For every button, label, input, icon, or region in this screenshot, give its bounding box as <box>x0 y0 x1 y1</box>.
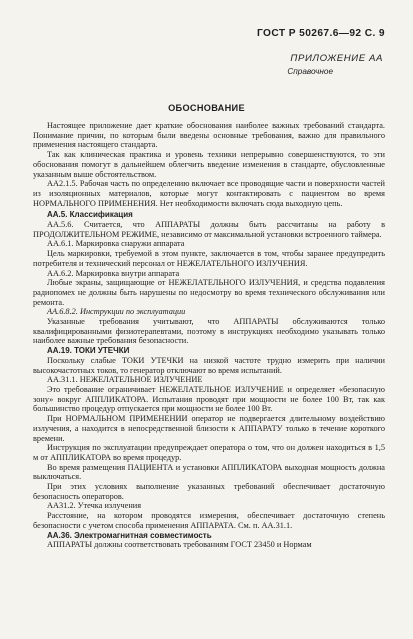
paragraph: Это требование ограничивает НЕЖЕЛАТЕЛЬНОЕ ИЗЛУЧЕНИЕ и определяет «безопасную зону» вокруг АППЛИКАТОРА. Испытания проводят при мощности не более 100 Вт, так как большинство процедур отпускается при мощности не более 100 Вт. <box>33 384 385 414</box>
subheading-marking-outside: АА.6.1. Маркировка снаружи аппарата <box>47 239 185 249</box>
paragraph: При НОРМАЛЬНОМ ПРИМЕНЕНИИ оператор не подвергается длительному воздействию излучения, а находится в непосредственной близости к АППАРАТУ только в течение короткого времени. <box>33 414 385 443</box>
paragraph: АА.5.6. Считается, что АППАРАТЫ должны быть рассчитаны на работу в ПРОДОЛЖИТЕЛЬНОМ РЕЖИМЕ, независимо от максимальной установки встроенного таймера. <box>33 220 385 239</box>
subheading-leakage-currents: АА.19. ТОКИ УТЕЧКИ <box>47 346 130 356</box>
subheading-unwanted-radiation: АА.31.1. НЕЖЕЛАТЕЛЬНОЕ ИЗЛУЧЕНИЕ <box>47 375 203 385</box>
paragraph: При этих условиях выполнение указанных требований обеспечивает достаточную безопасность операторов. <box>33 482 385 501</box>
paragraph: Так как клиническая практика и уровень техники непрерывно совершенствуются, то эти обоснования помогут в дальнейшем облегчить введение изменения в стандарте, обусловленные указанным выше обстоятельством. <box>33 150 385 179</box>
paragraph: Цель маркировки, требуемой в этом пункте, заключается в том, чтобы заранее предупредить потребителя и технический персонал от НЕЖЕЛАТЕЛЬНОГО ИЗЛУЧЕНИЯ. <box>33 249 385 268</box>
paragraph: Инструкция по эксплуатации предупреждает оператора о том, что он должен находиться в 1,5 м от АППЛИКАТОРА во время процедур. <box>33 443 385 462</box>
appendix-subtitle: Справочное <box>287 67 333 76</box>
paragraph: Во время размещения ПАЦИЕНТА и установки АППЛИКАТОРА выходная мощность должна выключаться. <box>33 462 385 482</box>
subheading-radiation-leakage: АА31.2. Утечка излучения <box>47 501 142 511</box>
paragraph: Любые экраны, защищающие от НЕЖЕЛАТЕЛЬНОГО ИЗЛУЧЕНИЯ, и средства подавления радиопомех не должны быть нарушены по недосмотру во время технического обслуживания или ремонта. <box>33 278 385 307</box>
page-header: ГОСТ Р 50267.6—92 С. 9 <box>256 28 385 39</box>
paragraph: АА2.1.5. Рабочая часть по определению включает все проводящие части и поверхности частей из изоляционных материалов, которые могут контактировать с пациентом во время НОРМАЛЬНОГО ПРИМЕНЕНИЯ. Нет необходимости включать сюда выходную цепь. <box>33 179 385 208</box>
subheading-emc: АА.36. Электромагнитная совместимость <box>47 530 212 540</box>
subheading-instructions: АА.6.8.2. Инструкции по эксплуатации <box>47 307 186 317</box>
paragraph: Настоящее приложение дает краткие обоснования наиболее важных требований стандарта. Понимание причин, по которым были введены основные требования, важно для правильного применения настоящего стандарта. <box>33 121 385 150</box>
appendix-title: ПРИЛОЖЕНИЕ АА <box>290 53 383 64</box>
subheading-marking-inside: АА.6.2. Маркировка внутри аппарата <box>47 268 180 278</box>
paragraph: АППАРАТЫ должны соответствовать требованиям ГОСТ 23450 и Нормам <box>47 540 312 550</box>
document-body <box>33 121 385 550</box>
section-heading: ОБОСНОВАНИЕ <box>168 103 245 113</box>
paragraph: Расстояние, на котором проводятся измерения, обеспечивает достаточную степень безопасности с учетом способа применения АППАРАТА. См. п. АА.31.1. <box>33 511 385 530</box>
paragraph: Поскольку слабые ТОКИ УТЕЧКИ на низкой частоте трудно измерить при наличии высокочастотных токов, то генератор отключают во время испытаний. <box>33 355 385 375</box>
subheading-classification: АА.5. Классификация <box>47 210 133 220</box>
paragraph: Указанные требования учитывают, что АППАРАТЫ обслуживаются только квалифицированными физиотерапевтами, поэтому в инструкциях необходимо указывать только наиболее важные требования безопасности. <box>33 317 385 346</box>
